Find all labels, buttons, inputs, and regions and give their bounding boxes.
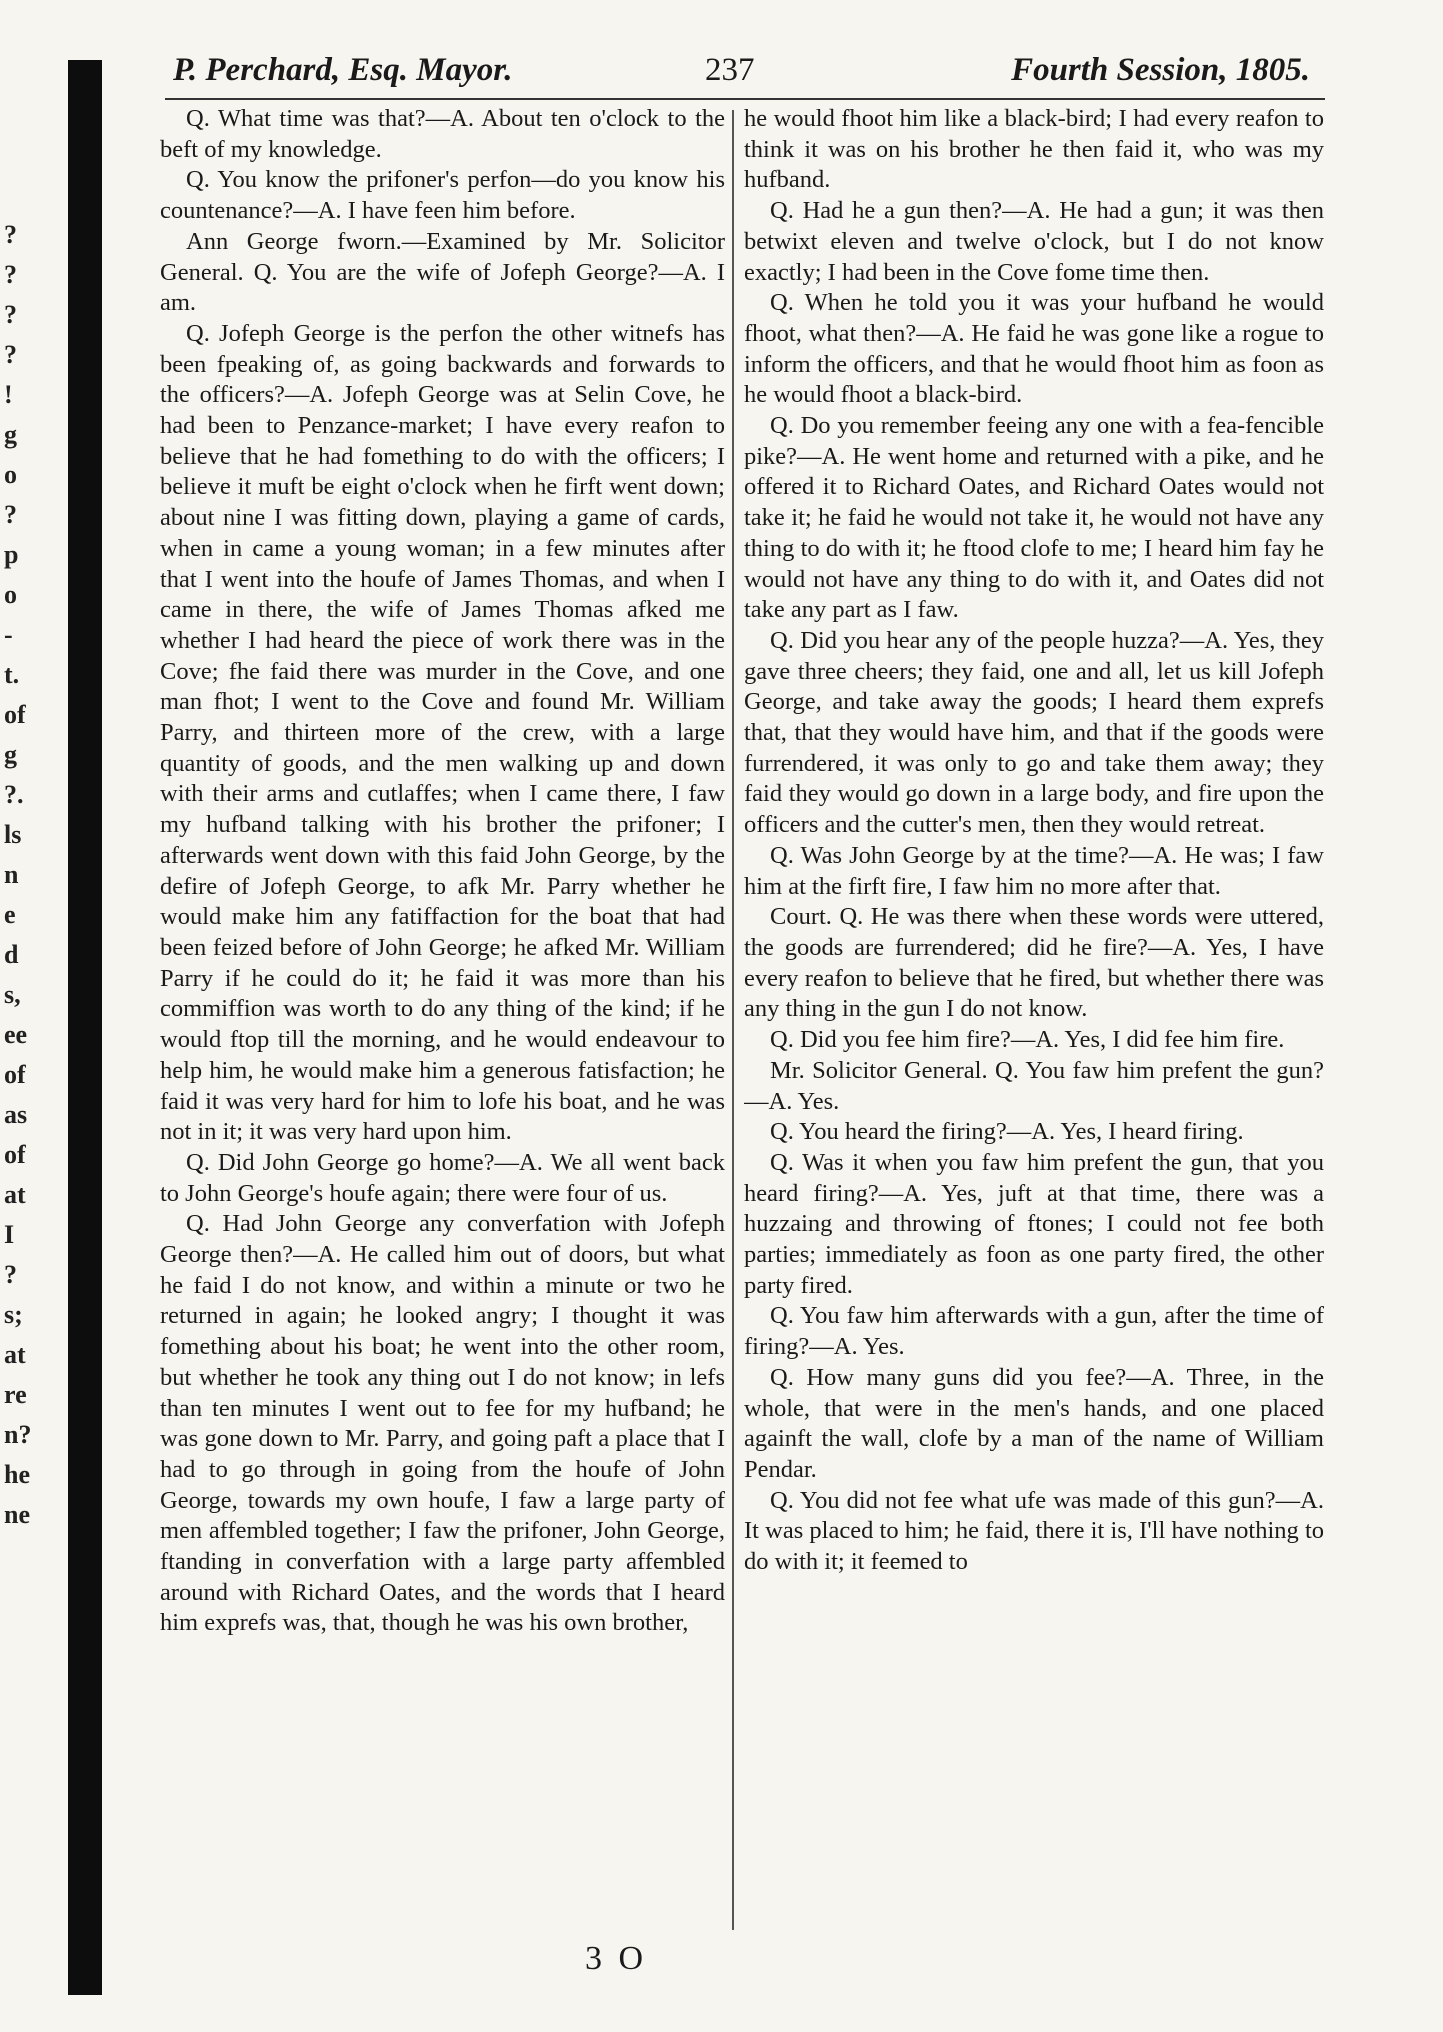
adjacent-page-margin [0,60,58,1995]
testimony-paragraph: Q. You heard the firing?—A. Yes, I heard firing. [770,1118,1244,1146]
testimony-paragraph: Q. Did John George go home?—A. We all went back to John George's houfe again; there were four of us. [160,1148,725,1207]
testimony-paragraph: Q. Was it when you faw him prefent the gun, that you heard firing?—A. Yes, juft at that time, there was a huzzaing and throwing of ftones; I could not fee both parties; immediately as foon as one party fired, the other party fired. [744,1148,1324,1299]
testimony-paragraph: Q. Was John George by at the time?—A. He was; I faw him at the firft fire, I faw him no more after that. [744,841,1324,900]
header-rule [165,98,1325,100]
margin-fragment: n? [4,1420,32,1449]
testimony-paragraph: Q. You faw him afterwards with a gun, after the time of firing?—A. Yes. [744,1302,1324,1361]
margin-fragment: of [4,700,26,729]
testimony-paragraph: Ann George fworn.—Examined by Mr. Solicitor General. Q. You are the wife of Jofeph George?—A. I am. [160,227,725,317]
margin-fragment: ne [4,1500,30,1529]
margin-fragment: o [4,580,17,609]
margin-fragment: ? [4,220,17,249]
margin-fragment: d [4,940,19,969]
margin-fragment: of [4,1060,26,1089]
margin-fragment: g [4,740,17,769]
margin-fragment: ! [4,380,13,409]
testimony-paragraph: Q. What time was that?—A. About ten o'clock to the beft of my knowledge. [160,105,725,163]
margin-fragment: g [4,420,17,449]
margin-fragment: ? [4,500,17,529]
left-column [160,104,725,1934]
margin-fragment: ? [4,340,17,369]
margin-fragment: of [4,1140,26,1169]
right-column [744,104,1324,1934]
testimony-paragraph: Q. Had John George any converfation with Jofeph George then?—A. He called him out of doors, but what he faid I do not know, and within a minute or two he returned in again; he looked angry; I thought it was fomething about his boat; he went into the other room, but whether he took any thing out I do not know; in lefs than ten minutes I went out to fee for my hufband; he was gone down to Mr. Parry, and going paft a place that I had to go through in going from the houfe of John George, towards my own houfe, I faw a large party of men affembled together; I faw the prifoner, John George, ftanding in converfation with a large party affembled around with Richard Oates, and the words that I heard him exprefs was, that, though he was his own brother, [160,1210,725,1637]
margin-fragment: I [4,1220,15,1249]
header-session: Fourth Session, 1805. [1011,52,1310,88]
margin-fragment: ee [4,1020,28,1049]
page-number: 237 [705,52,755,88]
margin-fragment: at [4,1340,26,1369]
margin-fragment: n [4,860,19,889]
margin-fragment: ? [4,300,17,329]
testimony-paragraph: Mr. Solicitor General. Q. You faw him prefent the gun?—A. Yes. [744,1056,1324,1115]
signature-mark: 3 O [585,1940,648,1977]
testimony-paragraph: Q. You did not fee what ufe was made of this gun?—A. It was placed to him; he faid, there it is, I'll have nothing to do with it; it feemed to [744,1486,1324,1576]
book-binding-shadow [68,60,102,1995]
testimony-paragraph: Court. Q. He was there when these words were uttered, the goods are furrendered; did he fire?—A. Yes, I have every reafon to believe that he fired, but whether there was any thing in the gun I do not know. [744,903,1324,1023]
testimony-paragraph: Q. When he told you it was your hufband he would fhoot, what then?—A. He faid he was gone like a rogue to inform the officers, and that he would fhoot him as foon as he would fhoot a black-bird. [744,289,1324,409]
margin-fragment: e [4,900,16,929]
running-header [165,48,1310,98]
margin-fragment: re [4,1380,27,1409]
testimony-paragraph: Q. Jofeph George is the perfon the other witnefs has been fpeaking of, as going backwards and forwards to the officers?—A. Jofeph George was at Selin Cove, he had been to Penzance-market; I have every reafon to believe that he had fomething to do with the officers; I believe it muft be eight o'clock when he firft went down; about nine I was fitting down, playing a game of cards, when in came a young woman; in a few minutes after that I went into the houfe of James Thomas, and when I came in there, the wife of James Thomas afked me whether I had heard the piece of work there was in the Cove; fhe faid there was murder in the Cove, and one man fhot; I went to the Cove and found Mr. William Parry, and thirteen more of the crew, with a large quantity of goods, and the men walking up and down with their arms and cutlaffes; when I came there, I faw my hufband talking with his brother the prifoner; I afterwards went down with this faid John George, by the defire of Jofeph George, to afk Mr. Parry whether he would make him any fatiffaction for the boat that had been feized before of John George; he afked Mr. William Parry if he could do it; he faid it was more than his commiffion was worth to do any thing of the kind; if he would ftop till the morning, and he would endeavour to help him, he would make him a generous fatisfaction; he faid it was very hard for him to lofe his boat, and he was not in it; it was very hard upon him. [160,319,725,1146]
margin-fragment: - [4,620,13,649]
margin-fragment: p [4,540,19,569]
margin-fragment: ? [4,260,17,289]
margin-fragment: t. [4,660,20,689]
margin-fragment: s, [4,980,21,1009]
margin-fragment: o [4,460,17,489]
margin-fragment: s; [4,1300,23,1329]
margin-fragment: ls [4,820,22,849]
margin-fragment: he [4,1460,30,1489]
testimony-paragraph: Q. You know the prifoner's perfon—do you know his countenance?—A. I have feen him before. [160,166,725,225]
testimony-paragraph: Q. Had he a gun then?—A. He had a gun; it was then betwixt eleven and twelve o'clock, but I do not know exactly; I had been in the Cove fome time then. [744,197,1324,286]
column-divider [732,110,734,1930]
testimony-paragraph: Q. Do you remember feeing any one with a fea-fencible pike?—A. He went home and returned with a pike, and he offered it to Richard Oates, and Richard Oates would not take it; he faid he would not take it, he would not have any thing to do with it; he ftood clofe to me; I heard him fay he would not have any thing to do with it, and Oates did not take any part as I faw. [744,412,1324,624]
testimony-paragraph: Q. How many guns did you fee?—A. Three, in the whole, that were in the men's hands, and one placed againft the wall, clofe by a man of the name of William Pendar. [744,1363,1324,1483]
margin-fragment: at [4,1180,26,1209]
testimony-paragraph: Q. Did you hear any of the people huzza?—A. Yes, they gave three cheers; they faid, one and all, let us kill Jofeph George, and take away the goods; I heard them exprefs that, that they would have him, and that if the goods were furrendered, it was only to go and take them away; they faid they would go down in a large body, and fire upon the officers and the cutter's men, then they would retreat. [744,626,1324,839]
testimony-paragraph: he would fhoot him like a black-bird; I had every reafon to think it was on his brother he then faid it, who was my hufband. [744,105,1324,194]
margin-fragment: ? [4,1260,17,1289]
header-mayor: P. Perchard, Esq. Mayor. [173,52,513,88]
testimony-paragraph: Q. Did you fee him fire?—A. Yes, I did fee him fire. [770,1026,1285,1054]
margin-fragment: ?. [4,780,24,809]
margin-fragment: as [4,1100,28,1129]
